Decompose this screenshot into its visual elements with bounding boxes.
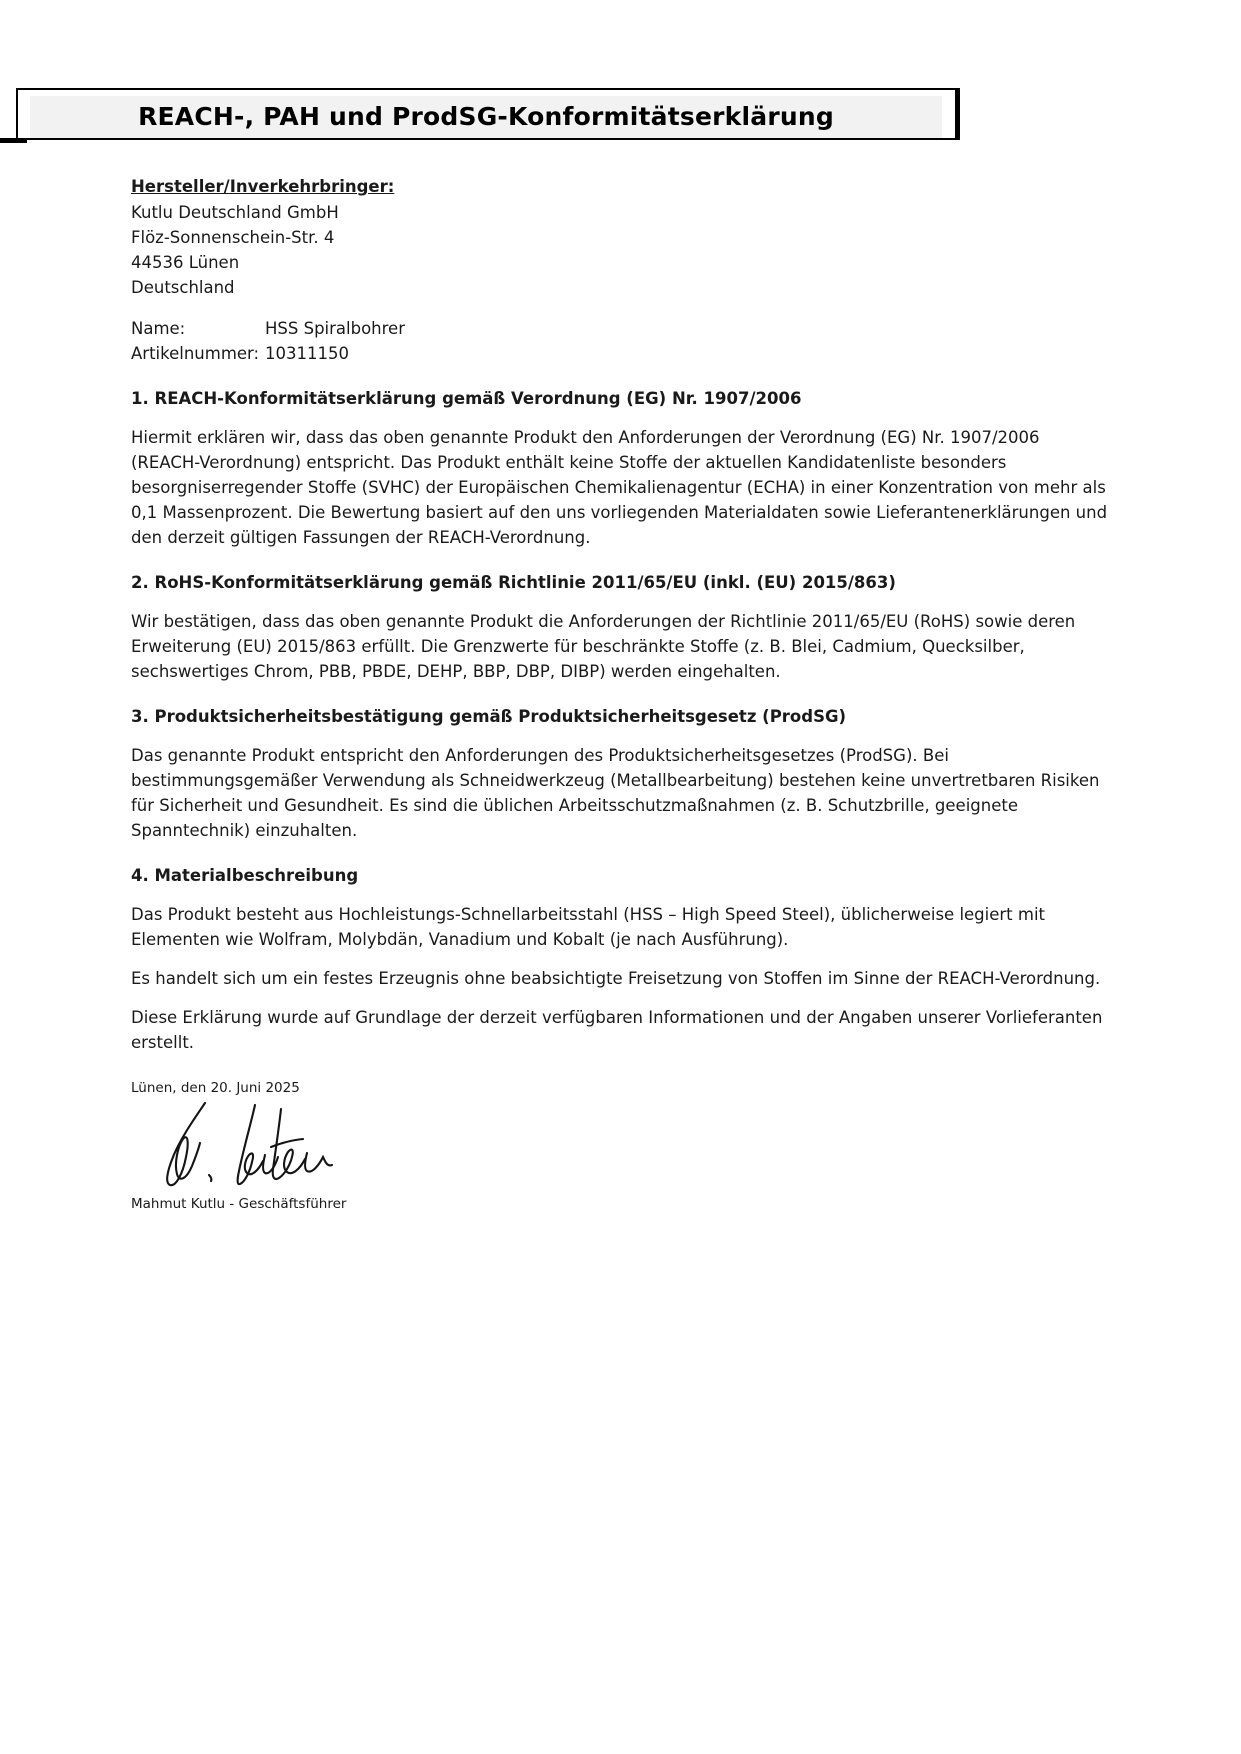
signature-date: Lünen, den 20. Juni 2025 bbox=[131, 1080, 300, 1096]
section-4-paragraph-1: Das Produkt besteht aus Hochleistungs-Schnellarbeitsstahl (HSS – High Speed Steel), üblicherweise legiert mit Elementen wie Wolfram, Molybdän, Vanadium und Kobalt (je nach Ausführung). bbox=[131, 905, 1046, 949]
product-name-label: Name: bbox=[131, 319, 186, 338]
product-name-row bbox=[131, 316, 1110, 341]
section-4-paragraph-3: Diese Erklärung wurde auf Grundlage der derzeit verfügbaren Informationen und der Angaben unserer Vorlieferanten erstellt. bbox=[131, 1008, 1103, 1052]
manufacturer-company: Kutlu Deutschland GmbH bbox=[131, 203, 339, 222]
manufacturer-address bbox=[131, 200, 1110, 300]
product-info bbox=[131, 316, 1110, 366]
manufacturer-city: 44536 Lünen bbox=[131, 253, 240, 272]
signer-name: Mahmut Kutlu - Geschäftsführer bbox=[131, 1196, 347, 1212]
product-artno-label: Artikelnummer: bbox=[131, 344, 260, 363]
product-artno-row bbox=[131, 341, 1110, 366]
section-4-heading: 4. Materialbeschreibung bbox=[131, 866, 359, 885]
title-panel bbox=[30, 96, 942, 138]
product-name-value: HSS Spiralbohrer bbox=[265, 319, 405, 338]
document-title: REACH-, PAH und ProdSG-Konformitätserklärung bbox=[138, 102, 834, 132]
title-box bbox=[16, 88, 960, 140]
document-body bbox=[0, 174, 1241, 1213]
section-2-heading: 2. RoHS-Konformitätserklärung gemäß Richtlinie 2011/65/EU (inkl. (EU) 2015/863) bbox=[131, 573, 896, 592]
section-4-paragraph-2: Es handelt sich um ein festes Erzeugnis ohne beabsichtigte Freisetzung von Stoffen im Sinne der REACH-Verordnung. bbox=[131, 969, 1101, 988]
section-3-heading: 3. Produktsicherheitsbestätigung gemäß Produktsicherheitsgesetz (ProdSG) bbox=[131, 707, 847, 726]
manufacturer-country: Deutschland bbox=[131, 278, 235, 297]
manufacturer-street: Flöz-Sonnenschein-Str. 4 bbox=[131, 228, 335, 247]
section-2-paragraph: Wir bestätigen, dass das oben genannte Produkt die Anforderungen der Richtlinie 2011/65/EU (RoHS) sowie deren Erweiterung (EU) 2015/863 erfüllt. Die Grenzwerte für beschränkte Stoffe (z. B. Blei, Cadmium, Quecksilber, sechswertiges Chrom, PBB, PBDE, DEHP, BBP, DBP, DIBP) werden eingehalten. bbox=[131, 612, 1076, 681]
manufacturer-heading: Hersteller/Inverkehrbringer: bbox=[131, 177, 395, 196]
section-3-paragraph: Das genannte Produkt entspricht den Anforderungen des Produktsicherheitsgesetzes (ProdSG). Bei bestimmungsgemäßer Verwendung als Schneidwerkzeug (Metallbearbeitung) bestehen keine unvertretbaren Risiken für Sicherheit und Gesundheit. Es sind die üblichen Arbeitsschutzmaßnahmen (z. B. Schutzbrille, geeignete Spanntechnik) einzuhalten. bbox=[131, 746, 1100, 840]
signature-image bbox=[153, 1099, 343, 1191]
product-artno-value: 10311150 bbox=[265, 344, 349, 363]
section-1-paragraph: Hiermit erklären wir, dass das oben genannte Produkt den Anforderungen der Verordnung (EG) Nr. 1907/2006 (REACH-Verordnung) entspricht. Das Produkt enthält keine Stoffe der aktuellen Kandidatenliste besonders besorgniserregender Stoffe (SVHC) der Europäischen Chemikalienagentur (ECHA) in einer Konzentration von mehr als 0,1 Massenprozent. Die Bewertung basiert auf den uns vorliegenden Materialdaten sowie Lieferantenerklärungen und den derzeit gültigen Fassungen der REACH-Verordnung. bbox=[131, 428, 1108, 547]
section-1-heading: 1. REACH-Konformitätserklärung gemäß Verordnung (EG) Nr. 1907/2006 bbox=[131, 389, 802, 408]
